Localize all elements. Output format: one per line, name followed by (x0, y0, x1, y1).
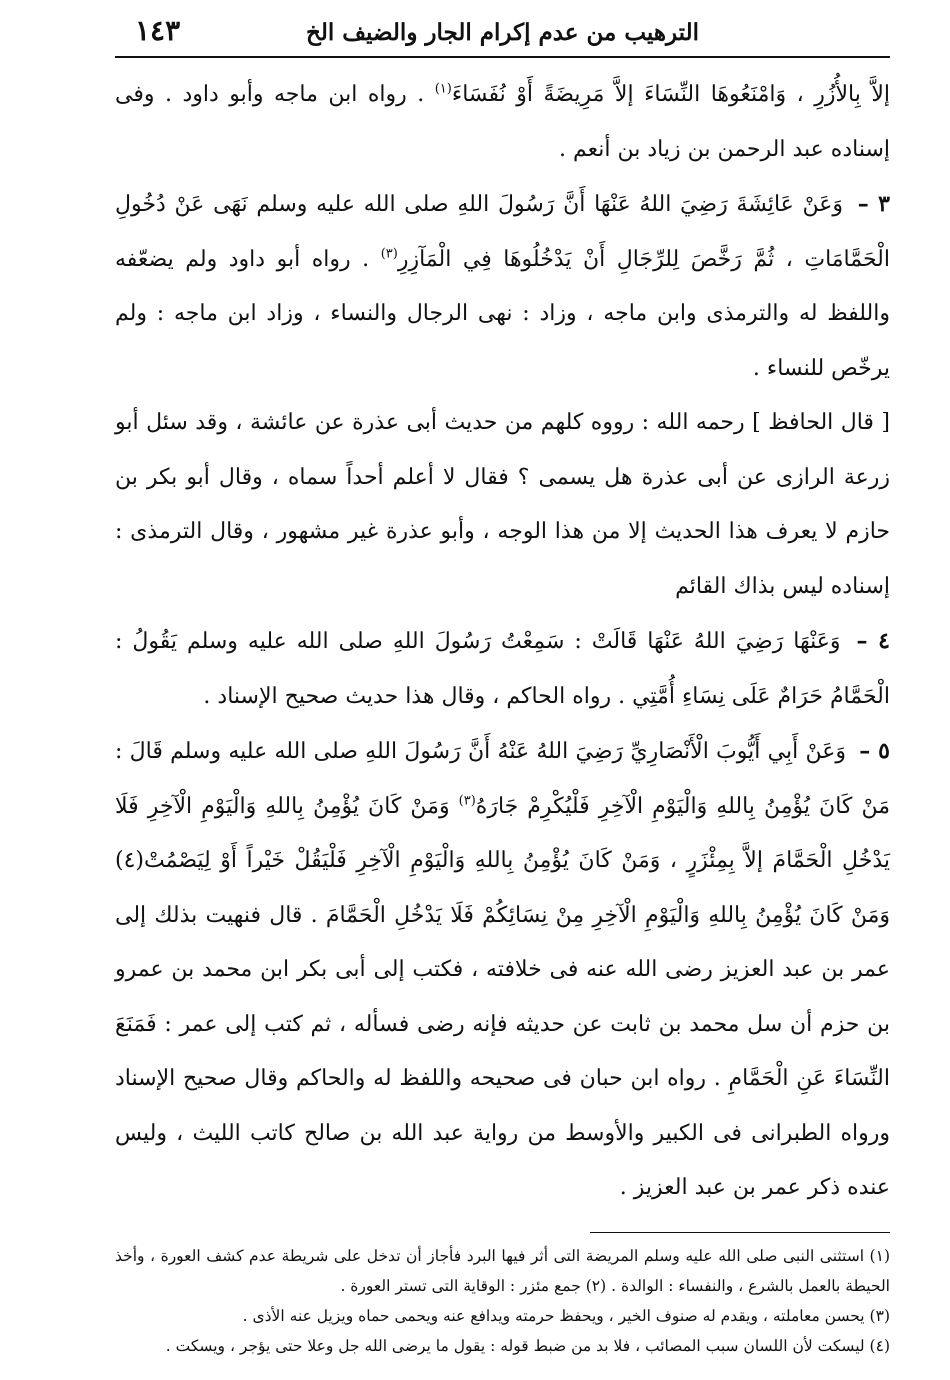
hadith-text: وَعَنْ عَائِشَةَ رَضِيَ اللهُ عَنْهَا أَنَّ رَسُولَ اللهِ صلى الله عليه وسلم نَهَى عَنْ دُخُولِ الْحَمَّامَاتِ ، ثُمَّ رَخَّصَ لِلرِّجَالِ أَنْ يَدْخُلُوهَا فِي الْمَآزِرِ (115, 192, 890, 272)
hadith-number: ٣ – (857, 191, 890, 217)
hadith-4 (115, 614, 890, 724)
footnote-divider (590, 1232, 890, 1233)
page-number: ١٤٣ (135, 14, 181, 47)
footnote-ref: (٣) (380, 246, 398, 262)
footnotes (115, 1241, 890, 1361)
footnote-4: (٤) ليسكت لأن اللسان سبب المصائب ، فلا بد من ضبط قوله : يقول ما يرضى الله جل وعلا حتى يؤجر ، ويسكت . (165, 1336, 890, 1355)
paragraph-text: إلاَّ بِالأُزُرِ ، وَامْنَعُوهَا النِّسَاءَ إلاَّ مَرِيضَةً أَوْ نُفَسَاءَ (451, 82, 890, 107)
running-title: الترهيب من عدم إكرام الجار والضيف الخ (305, 18, 700, 46)
footnote-ref: (٣) (458, 793, 476, 809)
paragraph-after: . رواه ابن ماجه وأبو داود . وفى إسناده عبد الرحمن بن زياد بن أنعم . (115, 82, 890, 162)
paragraph-text: [ قال الحافظ ] رحمه الله : رووه كلهم من حديث أبى عذرة عن عائشة ، وقد سئل أبو زرعة الرازى عن أبى عذرة هل يسمى ؟ فقال لا أعلم أحداً سماه ، وقال أبو بكر بن حازم لا يعرف هذا الحديث إلا من هذا الوجه ، وأبو عذرة غير مشهور ، وقال الترمذى : إسناده ليس بذاك القائم (115, 410, 890, 599)
page-header (115, 8, 890, 58)
page (0, 8, 950, 1380)
hafiz-note (115, 396, 890, 614)
paragraph-continuation (115, 68, 890, 177)
hadith-commentary: . رواه أبو داود ولم يضعّفه واللفظ له والترمذى وابن ماجه ، وزاد : نهى الرجال والنساء ، وزاد ابن ماجه : ولم يرخّص للنساء . (115, 246, 890, 381)
footnote-ref: (١) (434, 81, 452, 97)
hadith-number: ٥ – (859, 738, 890, 764)
footnote-1-2: (١) استثنى النبى صلى الله عليه وسلم المريضة التى أثر فيها البرد فأجاز أن تدخل على شريطة عدم كشف العورة ، وأخذ الحيطة بالعمل بالشرع ، والنفساء : الوالدة . (٢) جمع مئزر : الوقاية التى تستر العورة . (115, 1246, 890, 1295)
hadith-commentary: . رواه الحاكم ، وقال هذا حديث صحيح الإسناد . (203, 683, 626, 709)
main-text (115, 68, 890, 1216)
hadith-commentary: وَمَنْ كَانَ يُؤْمِنُ بِاللهِ وَالْيَوْمِ الْآخِرِ فَلَا يَدْخُلِ الْحَمَّامَ إلاَّ بِمِئْزَرٍ ، وَمَنْ كَانَ يُؤْمِنُ بِاللهِ وَالْيَوْمِ الْآخِرِ فَلْيَقُلْ خَيْراً أَوْ لِيَصْمُتْ(٤) وَمَنْ كَانَ يُؤْمِنُ بِاللهِ وَالْيَوْمِ الْآخِرِ مِنْ نِسَائِكُمْ فَلَا يَدْخُلِ الْحَمَّامَ . قال فنهيت بذلك إلى عمر بن عبد العزيز رضى الله عنه فى خلافته ، فكتب إلى أبى بكر ابن محمد بن عمرو بن حزم أن سل محمد بن ثابت عن حديثه فإنه رضى فسأله ، ثم كتب إلى عمر : فَمَنَعَ النِّسَاءَ عَنِ الْحَمَّامِ . رواه ابن حبان فى صحيحه واللفظ له والحاكم وقال صحيح الإسناد ورواه الطبرانى فى الكبير والأوسط من رواية عبد الله بن صالح كاتب الليث ، وليس عنده ذكر عمر بن عبد العزيز . (115, 793, 890, 1200)
hadith-3 (115, 177, 890, 396)
hadith-text: وَعَنْ أَبِي أَيُّوبَ الْأَنْصَارِيِّ رَضِيَ اللهُ عَنْهُ أَنَّ رَسُولَ اللهِ صلى الله عليه وسلم قَالَ : مَنْ كَانَ يُؤْمِنُ بِاللهِ وَالْيَوْمِ الْآخِرِ فَلْيُكْرِمْ جَارَهُ (115, 739, 890, 819)
hadith-text: وَعَنْهَا رَضِيَ اللهُ عَنْهَا قَالَتْ : سَمِعْتُ رَسُولَ اللهِ صلى الله عليه وسلم يَقُولُ : الْحَمَّامُ حَرَامٌ عَلَى نِسَاءِ أُمَّتِي (115, 629, 890, 709)
hadith-5 (115, 724, 890, 1216)
hadith-number: ٤ – (856, 628, 890, 654)
footnote-3: (٣) يحسن معاملته ، ويقدم له صنوف الخير ، ويحفظ حرمته ويدافع عنه ويحمى حماه ويزيل عنه الأذى . (242, 1306, 890, 1325)
